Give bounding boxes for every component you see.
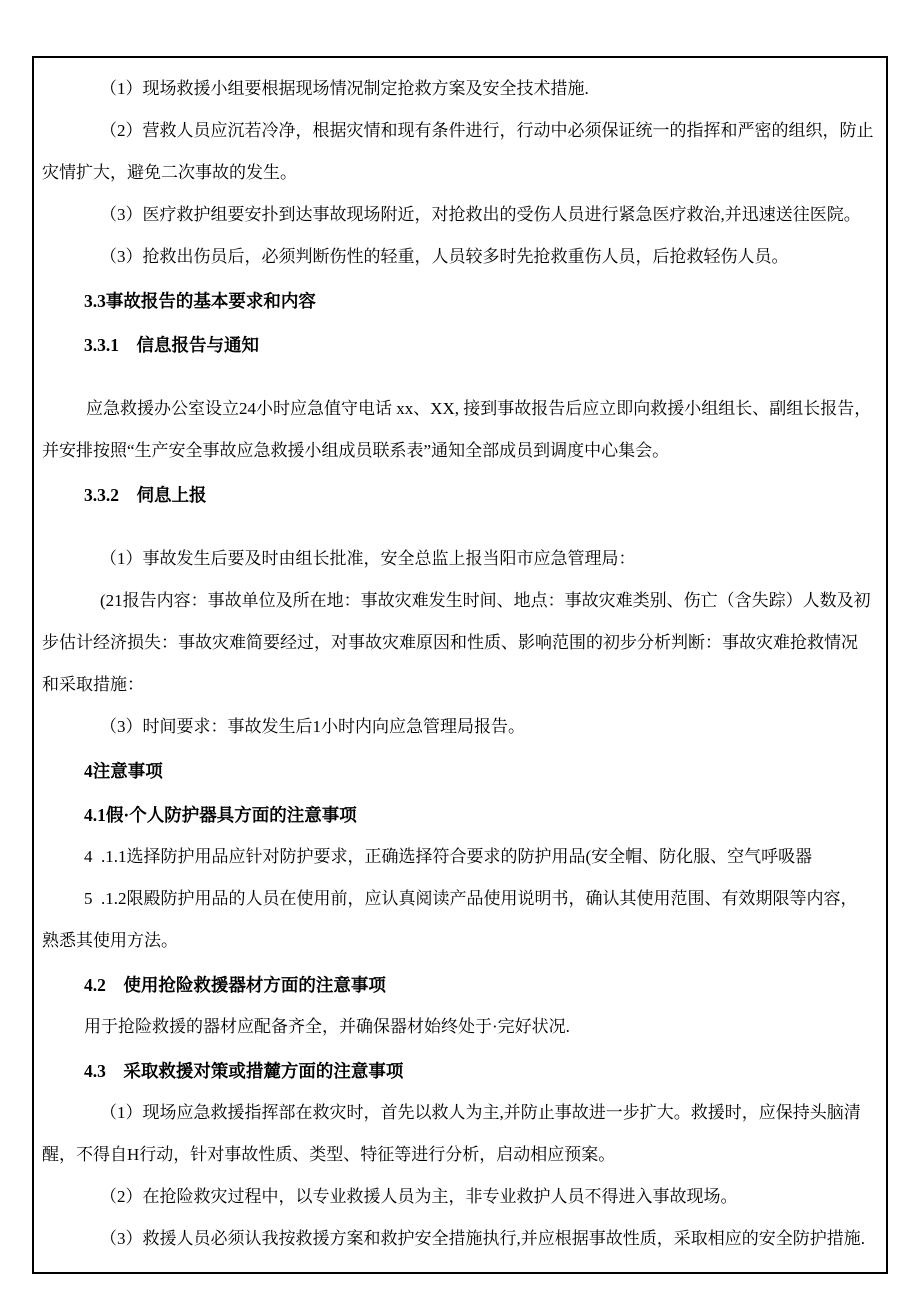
- para-equipment-ready: 用于抢险救援的器材应配备齐全，并确保器材始终处于·完好状况.: [84, 1017, 570, 1036]
- heading-3-3-2: 3.3.2 伺息上报: [84, 485, 207, 505]
- heading-3-3-1: 3.3.1 信息报告与通知: [84, 335, 259, 355]
- para-strategy-1: （1）现场应急救援指挥部在救灾时，首先以救人为主,并防止事故进一步扩大。救援时，应保持头脑清醒，不得自H行动，针对事故性质、类型、特征等进行分析，启动相应预案。: [42, 1103, 861, 1164]
- para-strategy-2: （2）在抢险救灾过程中，以专业救援人员为主，非专业救护人员不得进入事故现场。: [100, 1187, 738, 1206]
- document-page: [32, 56, 888, 1274]
- heading-4: 4注意事项: [84, 761, 163, 781]
- para-triage: （3）抢救出伤员后，必须判断伤性的轻重，人员较多时先抢救重伤人员，后抢救轻伤人员。: [100, 247, 789, 266]
- para-4-1-1: 4 .1.1选择防护用品应针对防护要求，正确选择符合要求的防护用品(安全帽、防化服、空气呼吸器: [84, 847, 813, 866]
- para-rescue-plan: （1）现场救援小组要根据现场情况制定抢救方案及安全技术措施.: [100, 79, 589, 98]
- heading-4-1: 4.1假·个人防护器具方面的注意事项: [84, 805, 357, 825]
- para-time-requirement: （3）时间要求：事故发生后1小时内向应急管理局报告。: [100, 717, 525, 736]
- para-emergency-phone: 应急救援办公室设立24小时应急值守电话 xx、XX, 接到事故报告后应立即向救援小组组长、副组长报告，并安排按照“生产安全事故应急救援小组成员联系表”通知全部成员到调度中心集会。: [42, 399, 872, 460]
- heading-3-3: 3.3事故报告的基本要求和内容: [84, 291, 316, 311]
- heading-4-2: 4.2 使用抢险救援器材方面的注意事项: [84, 975, 386, 995]
- heading-4-3: 4.3 采取救援对策或措麓方面的注意事项: [84, 1061, 404, 1081]
- para-4-1-2: 5 .1.2限殿防护用品的人员在使用前，应认真阅读产品使用说明书，确认其使用范围、有效期限等内容，熟悉其使用方法。: [42, 889, 858, 950]
- para-strategy-3: （3）救援人员必须认我按救援方案和救护安全措施执行,并应根据事故性质，采取相应的安全防护措施.: [100, 1229, 865, 1248]
- para-medical-team: （3）医疗救护组要安扑到达事故现场附近，对抢救出的受伤人员进行紧急医疗救治,并迅速送往医院。: [100, 205, 861, 224]
- para-report-content: (21报告内容：事故单位及所在地：事故灾难发生时间、地点：事故灾难类别、伤亡（含失踪）人数及初步估计经济损失：事故灾难简要经过，对事故灾难原因和性质、影响范围的初步分析判断：事故灾难抢救情况和采取措施：: [42, 591, 871, 694]
- para-report-approval: （1）事故发生后要及时由组长批准，安全总监上报当阳市应急管理局：: [100, 549, 636, 568]
- para-rescue-calm: （2）营救人员应沉若冷净，根据灾情和现有条件进行，行动中必须保证统一的指挥和严密的组织，防止灾情扩大，避免二次事故的发生。: [42, 121, 874, 182]
